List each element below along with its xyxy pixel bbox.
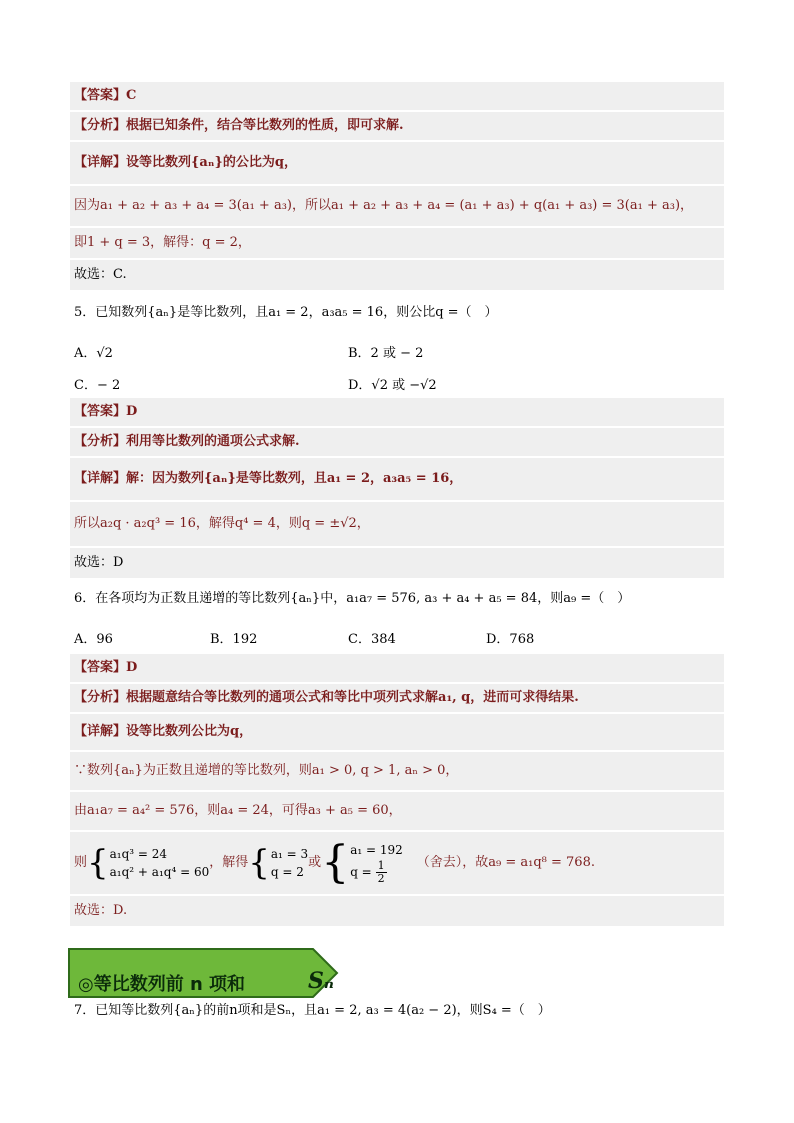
q4-answer-row bbox=[70, 82, 724, 110]
choose-text: 故选：D bbox=[74, 555, 124, 570]
system-line: a₁q³ = 24 bbox=[109, 846, 168, 861]
q6-step3 bbox=[70, 832, 724, 894]
q4-step2 bbox=[70, 228, 724, 258]
q4-analysis-row bbox=[70, 112, 724, 140]
q5-option-a: A．√2 bbox=[74, 346, 113, 361]
q6-step1 bbox=[70, 752, 724, 790]
system-line: q = bbox=[350, 864, 372, 879]
step-text: 由a₁a₇ = a₄² = 576，则a₄ = 24，可得a₃ + a₅ = 60， bbox=[74, 803, 402, 818]
q5-option-d: D．√2 或 −√2 bbox=[348, 378, 437, 393]
q4-step1 bbox=[70, 186, 724, 226]
fraction-denominator: 2 bbox=[377, 871, 385, 885]
system-line: q = 2 bbox=[270, 864, 304, 879]
q4-detail-row bbox=[70, 142, 724, 184]
q5-option-b: B．2 或 − 2 bbox=[348, 346, 424, 361]
detail-tag: 【详解】 bbox=[74, 724, 127, 739]
analysis-tag: 【分析】 bbox=[74, 690, 127, 705]
detail-tag: 【详解】 bbox=[74, 155, 127, 170]
q5-detail-row bbox=[70, 458, 724, 500]
choose-text: 故选：D. bbox=[74, 903, 128, 918]
system-line: a₁ = 3 bbox=[270, 846, 309, 861]
section-ribbon bbox=[68, 948, 338, 998]
step-or: 或 bbox=[308, 855, 322, 870]
q6-analysis-row bbox=[70, 684, 724, 712]
detail-text: 解：因为数列{aₙ}是等比数列，且a₁ = 2，a₃a₅ = 16， bbox=[126, 471, 463, 486]
equation-system bbox=[110, 845, 210, 881]
detail-text: 设等比数列{aₙ}的公比为q， bbox=[126, 155, 297, 170]
analysis-text: 利用等比数列的通项公式求解. bbox=[126, 434, 300, 449]
q6-option-d: D．768 bbox=[486, 632, 535, 647]
q5-option-c: C．− 2 bbox=[74, 378, 121, 393]
q6-answer-row bbox=[70, 654, 724, 682]
q6-option-c: C．384 bbox=[348, 632, 396, 647]
step-text: 即1 + q = 3，解得：q = 2， bbox=[74, 235, 251, 250]
q6-stem bbox=[70, 586, 724, 612]
q6-choose bbox=[70, 896, 724, 926]
answer-tag: 【答案】 bbox=[74, 88, 127, 103]
q5-stem bbox=[70, 300, 724, 326]
system-line: a₁ = 192 bbox=[350, 842, 403, 857]
left-brace: { bbox=[321, 836, 350, 888]
q5-answer-row bbox=[70, 398, 724, 426]
left-brace: { bbox=[248, 842, 270, 883]
answer-value: D bbox=[126, 404, 138, 419]
equation-system bbox=[271, 845, 308, 881]
answer-value: C bbox=[126, 88, 137, 103]
analysis-tag: 【分析】 bbox=[74, 434, 127, 449]
step-prefix: 则 bbox=[74, 855, 88, 870]
answer-tag: 【答案】 bbox=[74, 660, 127, 675]
equation-system bbox=[350, 841, 403, 885]
answer-value: D bbox=[126, 660, 138, 675]
step-discard: （舍去），故a₉ = a₁q⁸ = 768. bbox=[416, 855, 595, 870]
q6-option-b: B．192 bbox=[210, 632, 258, 647]
q6-step2 bbox=[70, 792, 724, 830]
system-line: a₁q² + a₁q⁴ = 60 bbox=[109, 864, 210, 879]
left-brace: { bbox=[87, 842, 109, 883]
q4-choose bbox=[70, 260, 724, 290]
question-text: 5．已知数列{aₙ}是等比数列，且a₁ = 2，a₃a₅ = 16，则公比q =（ ） bbox=[74, 305, 498, 320]
fraction-numerator: 1 bbox=[377, 858, 385, 872]
q5-step1 bbox=[70, 502, 724, 546]
analysis-tag: 【分析】 bbox=[74, 118, 127, 133]
analysis-text: 根据题意结合等比数列的通项公式和等比中项列式求解a₁, q，进而可求得结果. bbox=[126, 690, 579, 705]
section-symbol: Sₙ bbox=[308, 968, 334, 994]
answer-tag: 【答案】 bbox=[74, 404, 127, 419]
question-text: 6．在各项均为正数且递增的等比数列{aₙ}中，a₁a₇ = 576, a₃ + a₄ + a₅ = 84，则a₉ =（ ） bbox=[74, 591, 631, 606]
step-text: ∵数列{aₙ}为正数且递增的等比数列，则a₁ > 0, q > 1, aₙ > 0， bbox=[74, 763, 459, 778]
q7-stem bbox=[70, 998, 724, 1024]
q6-detail-row bbox=[70, 714, 724, 750]
fraction bbox=[376, 860, 387, 885]
question-text: 7．已知等比数列{aₙ}的前n项和是Sₙ，且a₁ = 2, a₃ = 4(a₂ − 2)，则S₄ =（ ） bbox=[74, 1003, 551, 1018]
q6-option-a: A．96 bbox=[74, 632, 113, 647]
detail-text: 设等比数列公比为q， bbox=[126, 724, 253, 739]
choose-text: 故选：C. bbox=[74, 267, 127, 282]
step-mid: ，解得 bbox=[209, 855, 249, 870]
section-label: ◎等比数列前 n 项和 bbox=[78, 974, 246, 995]
detail-tag: 【详解】 bbox=[74, 471, 127, 486]
analysis-text: 根据已知条件，结合等比数列的性质，即可求解. bbox=[126, 118, 404, 133]
step-text: 因为a₁ + a₂ + a₃ + a₄ = 3(a₁ + a₃)，所以a₁ + a₂ + a₃ + a₄ = (a₁ + a₃) + q(a₁ + a₃) = 3(a₁ + a₃)， bbox=[74, 198, 694, 213]
step-text: 所以a₂q · a₂q³ = 16，解得q⁴ = 4，则q = ±√2， bbox=[74, 516, 370, 531]
q5-analysis-row bbox=[70, 428, 724, 456]
q5-choose bbox=[70, 548, 724, 578]
